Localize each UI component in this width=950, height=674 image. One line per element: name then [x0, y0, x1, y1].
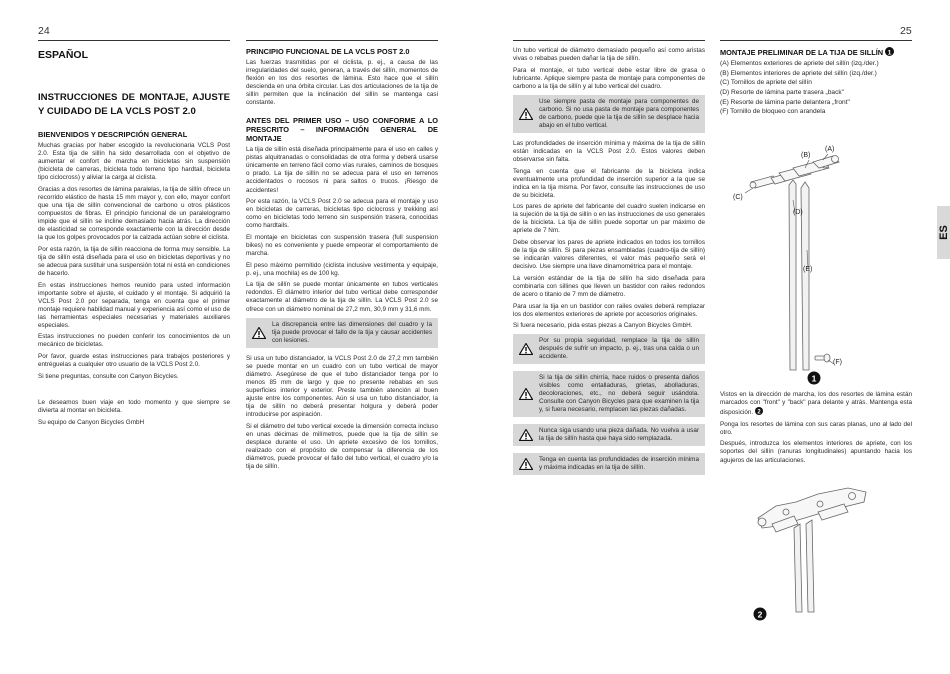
- warning-text: Use siempre pasta de montaje para componentes de carbono. Si no usa pasta de montaje para componentes de carbono, puede que la tija de sillín se desplace hacia abajo en el tubo vertical.: [539, 97, 699, 129]
- parts-list-item: (A) Elementos exteriores de apriete del sillín (izq./der.): [720, 60, 879, 67]
- figure-number-badge: [754, 608, 767, 621]
- paragraph: Por esta razón, la VCLS Post 2.0 se adecua para el montaje y uso en bicicletas de carreras, bicicletas tipo ciclocross y trekking así como en bicicletas todo terreno sin suspensión trasera, conocidas como hardtails.: [246, 198, 438, 230]
- paragraph: Por favor, guarde estas instrucciones para trabajos posteriores y entréguelas a cualquier otro usuario de la VCLS Post 2.0.: [38, 353, 230, 369]
- right-page: [475, 0, 950, 674]
- parts-list-item: (C) Tornillos de apriete del sillín: [720, 79, 812, 87]
- warning-icon: [519, 108, 533, 120]
- locking-screw: [815, 354, 830, 362]
- warning-text: Nunca siga usando una pieza dañada. No vuelva a usar la tija de sillín hasta que haya sido remplazada.: [539, 427, 699, 443]
- callout-label-d: (D): [793, 209, 803, 216]
- paragraph: El montaje en bicicletas con suspensión trasera (full suspension bikes) no es conveniente y puede empeorar el comportamiento de marcha.: [246, 233, 438, 258]
- paragraph: Gracias a dos resortes de lámina paralelas, la tija de sillín ofrece un recorrido elástico de hasta 15 mm mayor y, con ello, mayor confort que una tija de sillín convencional de carbono u otros plásticos compuestos de fibras. El principio funcional de un paralelogramo impide que el sillín se incline demasiado hacia atrás. La dirección de elasticidad se corresponde exactamente con la dirección desde la que los golpes provocados por la calzada actúan sobre el ciclista.: [38, 185, 230, 242]
- warning-box: [246, 318, 438, 348]
- parts-list-item: (E) Resorte de lámina parte delantera „front": [720, 98, 850, 106]
- callout-label-a: (A): [825, 146, 835, 153]
- paragraph-text: Vistos en la dirección de marcha, los dos resortes de lámina están marcados con "front" y "back" para delante y atrás. Mantenga esta disposición.: [720, 391, 912, 417]
- paragraph: Su equipo de Canyon Bicycles GmbH: [38, 418, 145, 426]
- paragraph: Las profundidades de inserción mínima y máxima de la tija de sillín están indicadas en la VCLS Post 2.0. Estos valores deben observarse sin falta.: [513, 139, 705, 163]
- figure-number: 2: [757, 609, 763, 620]
- column-2: [246, 47, 438, 474]
- figure-ref-badge: [755, 407, 763, 415]
- header-rule-col2: [246, 40, 438, 41]
- figure-ref-number: 1: [887, 49, 892, 56]
- warning-icon: [519, 458, 533, 470]
- section-heading-text: MONTAJE PRELIMINAR DE LA TIJA DE SILLÍN: [720, 48, 884, 57]
- parts-list-item: (B) Elementos interiores de apriete del sillín (izq./der.): [720, 69, 877, 77]
- column-4: [720, 47, 912, 118]
- paragraph: [720, 391, 912, 417]
- figure-number: 1: [811, 373, 817, 384]
- warning-box: [513, 334, 705, 364]
- figure-2-clamp-assembly: [748, 484, 898, 624]
- callout-label-c: (C): [733, 194, 743, 201]
- paragraph: El peso máximo permitido (ciclista inclusive vestimenta y equipaje, p. ej., una mochila) es de 100 kg.: [246, 261, 438, 277]
- parts-list: [720, 60, 912, 116]
- paragraph: Le deseamos buen viaje en todo momento y que siempre se divierta al montar en bicicleta.: [38, 398, 230, 414]
- paragraph: La tija de sillín se puede montar únicamente en tubos verticales redondos. El diámetro interior del tubo vertical debe corresponder exactamente al diámetro de la tija de sillín. La VCLS Post 2.0 se ofrece con un diámetro nominal de 27,2 mm, 30,9 mm y 31,6 mm.: [246, 281, 438, 313]
- warning-text: Si la tija de sillín chirría, hace ruidos o presenta daños visibles como entalladuras, grietas, abolladuras, decoloraciones, etc., no deberá seguir usándola. Consulte con Canyon Bicycles para que examinen la tija y, si fuera necesario, remplacen las piezas dañadas.: [539, 374, 699, 414]
- paragraph: Para usar la tija en un bastidor con railes ovales deberá remplazar los dos elementos exteriores de apriete por accesorios originales.: [513, 302, 705, 318]
- paragraph: Los pares de apriete del fabricante del cuadro suelen indicarse en la sujeción de la tija de sillín o en las instrucciones de uso generales de la bicicleta. La tija de sillín puede soportar un par máximo de apriete de 7 Nm.: [513, 203, 705, 235]
- paragraph: En estas instrucciones hemos reunido para usted información importante sobre el ajuste, el cuidado y el montaje. Si adquirió la VCLS Post 2.0 por separada, tenga en cuenta que el primer montaje requiere habilidad manual y experiencia así como el uso de las herramientas especiales necesarias y materiales auxiliares especiales.: [38, 281, 230, 329]
- figure-number-badge: [808, 372, 821, 385]
- paragraph: Un tubo vertical de diámetro demasiado pequeño así como aristas vivas o rebabas pueden dañar la tija de sillín.: [513, 47, 705, 63]
- section-heading-preassembly: [720, 47, 912, 57]
- paragraph: La versión estándar de la tija de sillín ha sido diseñada para combinarla con sillines que lleven un bastidor con railes redondos de acero o titanio de 7 mm de diámetro.: [513, 274, 705, 298]
- column-1: [38, 47, 230, 430]
- paragraph: Por esta razón, la tija de sillín reacciona de forma muy sensible. La tija de sillín está diseñada para el uso en bicicletas deportivas y no se adecua para sustituir una suspensión total ni está en condiciones de hacerlo.: [38, 245, 230, 277]
- language-side-tab: [937, 206, 950, 259]
- warning-box: [513, 95, 705, 133]
- warning-icon: [252, 327, 266, 339]
- paragraph: Si fuera necesario, pida estas piezas a Canyon Bicycles GmbH.: [513, 322, 693, 330]
- main-title: INSTRUCCIONES DE MONTAJE, AJUSTE Y CUIDADO DE LA VCLS POST 2.0: [38, 92, 230, 117]
- paragraph: Si tiene preguntas, consulte con Canyon Bicycles.: [38, 372, 179, 380]
- header-rule-col1: [38, 40, 230, 41]
- column-3: [513, 47, 705, 482]
- figure-ref-badge: [885, 47, 894, 56]
- column-4-lower: [720, 391, 912, 468]
- callout-label-e: (E): [803, 266, 813, 273]
- warning-box: [513, 453, 705, 475]
- paragraph: Muchas gracias por haber escogido la revolucionaria VCLS Post 2.0. Esta tija de sillín ha sido desarrollada con el objetivo de aumentar el confort de marcha en bicicletas sin suspensión (bicicleta de carreras, bicicleta todo terreno tipo hardtail, bicicleta tipo ciclocross) y aliviar la carga al ciclista.: [38, 142, 230, 182]
- paragraph: Las fuerzas trasmitidas por el ciclista, p. ej., a causa de las irregularidades del suelo, generan, a través del sillín, momentos de flexión en los dos resortes de lámina. Esto hace que el sillín descienda en una órbita circular. Las dos articulaciones de la tija de sillín permiten que la inclinación del sillín se mantenga casi constante.: [246, 59, 438, 107]
- callout-label-b: (B): [801, 152, 811, 159]
- figure-ref-number: 2: [757, 409, 761, 416]
- callout-label-f: (F): [833, 359, 842, 366]
- page-number-left: 24: [38, 25, 50, 37]
- page-number-right: 25: [900, 25, 912, 37]
- language-side-tab-label: ES: [938, 225, 950, 240]
- figure-1-exploded-seatpost: [733, 140, 913, 390]
- warning-box: [513, 371, 705, 417]
- paragraph: Para el montaje, el tubo vertical debe estar libre de grasa o lubricante. Aplique siempre pasta de montaje para componentes de carbono a la tija de sillín y al tubo vertical del cuadro.: [513, 66, 705, 90]
- paragraph: Después, introduzca los elementos interiores de apriete, con los soportes del sillín (ranuras longitudinales) apuntando hacia los agujeros de las articulaciones.: [720, 440, 912, 464]
- section-heading-first-use: ANTES DEL PRIMER USO – USO CONFORME A LO PRESCRITO – INFORMACIÓN GENERAL DE MONTAJE: [246, 116, 438, 144]
- warning-text: Por su propia seguridad, remplace la tija de sillín después de sufrir un impacto, p. ej., tras una caída o un accidente.: [539, 337, 699, 361]
- paragraph: La tija de sillín está diseñada principalmente para el uso en calles y pistas alquitranadas o consolidadas de otra forma y deberá usarse únicamente en terreno fácil como vías rurales, caminos de bosques o prado. La tija de sillín no se adecua para el uso en terrenos accidentados o rocosos ni para saltos o trucos. ¡Riesgo de accidentes!: [246, 146, 438, 194]
- paragraph: Debe observar los pares de apriete indicados en todos los tornillos de la tija de sillín. Si para piezas ensambladas (cuadro-tija de sillín) se indicarán valores diferentes, el valor más pequeño será el decisivo. Use siempre una llave dinamométrica para el montaje.: [513, 239, 705, 271]
- warning-text: Tenga en cuenta las profundidades de inserción mínima y máxima indicadas en la tija de sillín.: [539, 456, 699, 472]
- paragraph: Ponga los resortes de lámina con sus caras planas, uno al lado del otro.: [720, 420, 912, 436]
- warning-icon: [519, 429, 533, 441]
- paragraph: Estas instrucciones no pueden conferir los conocimientos de un mecánico de bicicletas.: [38, 333, 230, 349]
- parts-list-item: (F) Tornillo de bloqueo con arandela: [720, 108, 826, 116]
- section-heading-welcome: BIENVENIDOS Y DESCRIPCIÓN GENERAL: [38, 130, 188, 139]
- back-leaf-spring: [794, 524, 802, 612]
- warning-icon: [519, 388, 533, 400]
- paragraph: Tenga en cuenta que el fabricante de la bicicleta indica eventualmente una profundidad de inserción superior a la que se indica en la tija misma. Por favor, consulte las instrucciones de uso de su bicicleta.: [513, 167, 705, 199]
- header-rule-col3: [513, 40, 705, 41]
- warning-icon: [519, 343, 533, 355]
- section-heading-function: PRINCIPIO FUNCIONAL DE LA VCLS POST 2.0: [246, 47, 410, 56]
- header-rule-col4: [720, 40, 912, 41]
- parts-list-item: (D) Resorte de lámina parte trasera „back": [720, 88, 845, 96]
- language-heading: ESPAÑOL: [38, 49, 88, 61]
- warning-text: La discrepancia entre las dimensiones del cuadro y la tija puede provocar el fallo de la tija y causar accidentes con lesiones.: [272, 320, 432, 344]
- warning-box: [513, 424, 705, 446]
- front-leaf-spring: [806, 520, 814, 612]
- paragraph: Si el diámetro del tubo vertical excede la dimensión correcta incluso en unas décimas de milímetros, puede que la tija de sillín se desplace durante el uso. Un apriete excesivo de los tornillos, realizado con el propósito de compensar la diferencia de los diámetros, puede provocar el fallo del tubo vertical, el cuadro y/o la tija de sillín.: [246, 422, 438, 470]
- paragraph: Si usa un tubo distanciador, la VCLS Post 2.0 de 27,2 mm también se puede montar en un cuadro con un tubo vertical de mayor diámetro. Asegúrese de que el tubo distanciador tenga por lo menos 85 mm de largo y que no presente rebabas en sus superficies interior y exterior. Preste también atención al buen ajuste entre los componentes. Aún si usa un tubo distanciador, la tija de sillín no deberá presentar holgura y deberá poder introducirse por aspiración.: [246, 354, 438, 418]
